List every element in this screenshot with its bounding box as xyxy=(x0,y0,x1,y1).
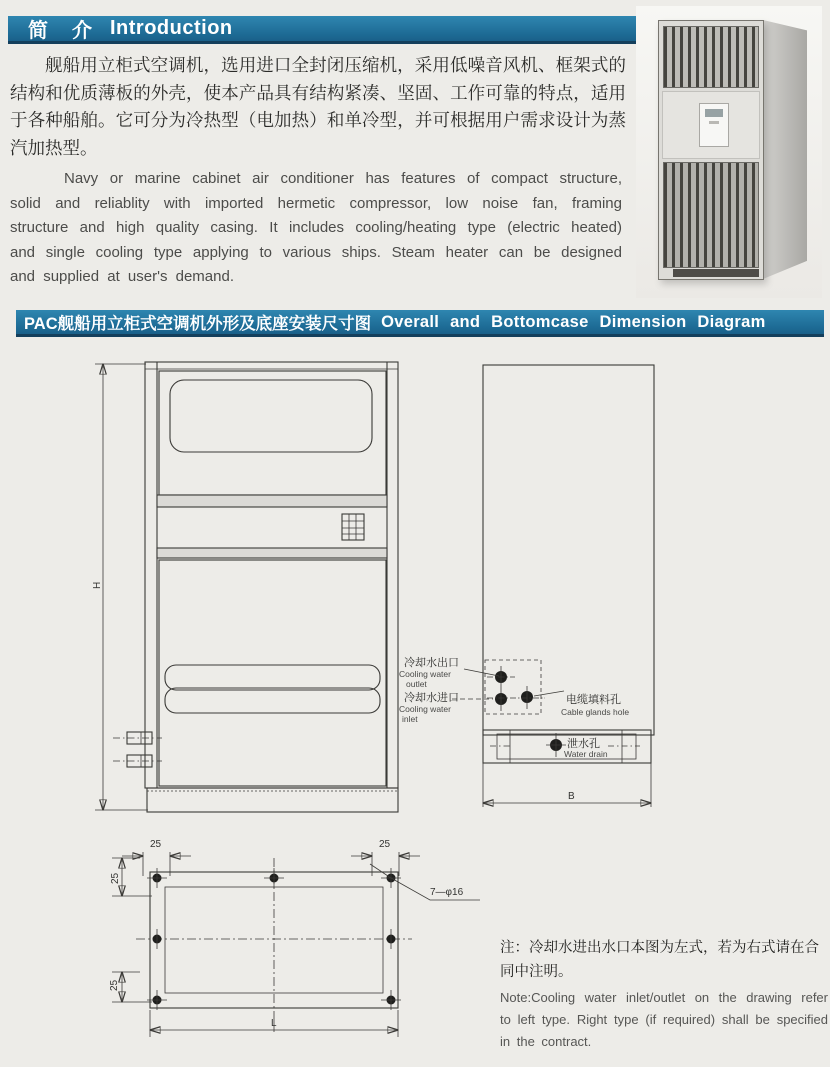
cabinet-side-panel xyxy=(763,20,807,279)
dimension-title-en: Overall and Bottomcase Dimension Diagram xyxy=(381,312,766,331)
dim-25-left-upper xyxy=(110,858,152,896)
display-screen xyxy=(705,109,723,117)
water-drain-label-en: Water drain xyxy=(564,749,608,759)
holes-callout xyxy=(370,864,480,900)
water-ports xyxy=(485,660,545,714)
bottom-air-grille xyxy=(663,162,759,268)
dimension-title-zh: PAC舰船用立柜式空调机外形及底座安装尺寸图 xyxy=(24,315,372,333)
note-text-en: Note:Cooling water inlet/outlet on the drawing refer to left type. Right type (if required) shall be specified in the contract. xyxy=(500,990,828,1049)
dim-25-top-right xyxy=(351,839,420,876)
intro-title-zh: 简 介 xyxy=(28,20,94,42)
pipe-stubs xyxy=(113,732,162,767)
intake-grid xyxy=(170,380,372,452)
holes-label: 7—φ16 xyxy=(430,887,464,898)
width-dimension xyxy=(483,763,651,807)
middle-strip-lower xyxy=(157,548,387,558)
description-paragraph-zh: 舰船用立柜式空调机，选用进口全封闭压缩机，采用低噪音风机、框架式的结构和优质薄板的外壳，使本产品具有结构紧凑、坚固、工作可靠的特点，适用于各种船舶。它可分为冷热型（电加热）和单冷型，并可根据用户需求设计为蒸汽加热型。 xyxy=(10,55,626,158)
svg-text:25: 25 xyxy=(150,839,162,850)
cooling-inlet-label-en2: inlet xyxy=(402,714,418,724)
dimension-header-bar xyxy=(16,310,824,337)
outlet-leader xyxy=(464,669,499,676)
dim-label-l: L xyxy=(271,1018,277,1029)
base-plinth xyxy=(147,788,398,812)
control-panel-display xyxy=(699,103,729,147)
svg-text:25: 25 xyxy=(379,839,391,850)
description-paragraph-en: Navy or marine cabinet air conditioner has features of compact structure, solid and reliablity with imported hermetic compressor, low noise fan, framing structure and high quality casing. It includes cooling/heating type (electric heated) and single cooling type applying to various ships. Steam heater can be designed and supplied at user's demand. xyxy=(10,170,622,285)
dim-label-b: B xyxy=(568,791,575,802)
dim-25-left-lower xyxy=(109,972,152,1002)
cable-glands-label-zh: 电缆填料孔 xyxy=(566,694,621,706)
svg-text:25: 25 xyxy=(109,979,120,991)
note-block xyxy=(500,936,828,1053)
upper-grille-bars xyxy=(159,371,386,495)
control-box xyxy=(342,514,364,540)
cabinet-front-panel xyxy=(658,20,764,280)
lower-grille-bars xyxy=(159,560,386,786)
cooling-outlet-label-zh: 冷却水出口 xyxy=(404,657,459,669)
dim-25-top-left xyxy=(122,839,191,876)
water-drain-label-zh: 泄水孔 xyxy=(567,738,600,750)
cable-leader xyxy=(534,691,564,696)
cooling-outlet-label-en1: Cooling water xyxy=(399,669,451,679)
dim-label-h: H xyxy=(92,581,103,589)
intro-title-en: Introduction xyxy=(110,17,233,39)
side-view xyxy=(399,365,654,807)
display-buttons xyxy=(709,121,719,124)
cooling-inlet-label-en1: Cooling water xyxy=(399,704,451,714)
cabinet-base-feet xyxy=(673,269,759,277)
svg-text:25: 25 xyxy=(110,872,121,884)
middle-panel xyxy=(662,91,760,159)
front-view xyxy=(92,362,398,812)
cooling-inlet-label-zh: 冷却水进口 xyxy=(404,692,459,704)
bottomcase-view xyxy=(109,839,480,1037)
cable-glands-label-en: Cable glands hole xyxy=(561,707,630,717)
cooling-outlet-label-en2: outlet xyxy=(406,679,427,689)
height-dimension xyxy=(92,364,148,810)
middle-strip-upper xyxy=(157,495,387,507)
top-air-grille xyxy=(663,26,759,88)
note-text-zh: 注：冷却水进出水口本图为左式，若为右式请在合同中注明。 xyxy=(500,940,819,980)
product-photo xyxy=(636,6,822,298)
